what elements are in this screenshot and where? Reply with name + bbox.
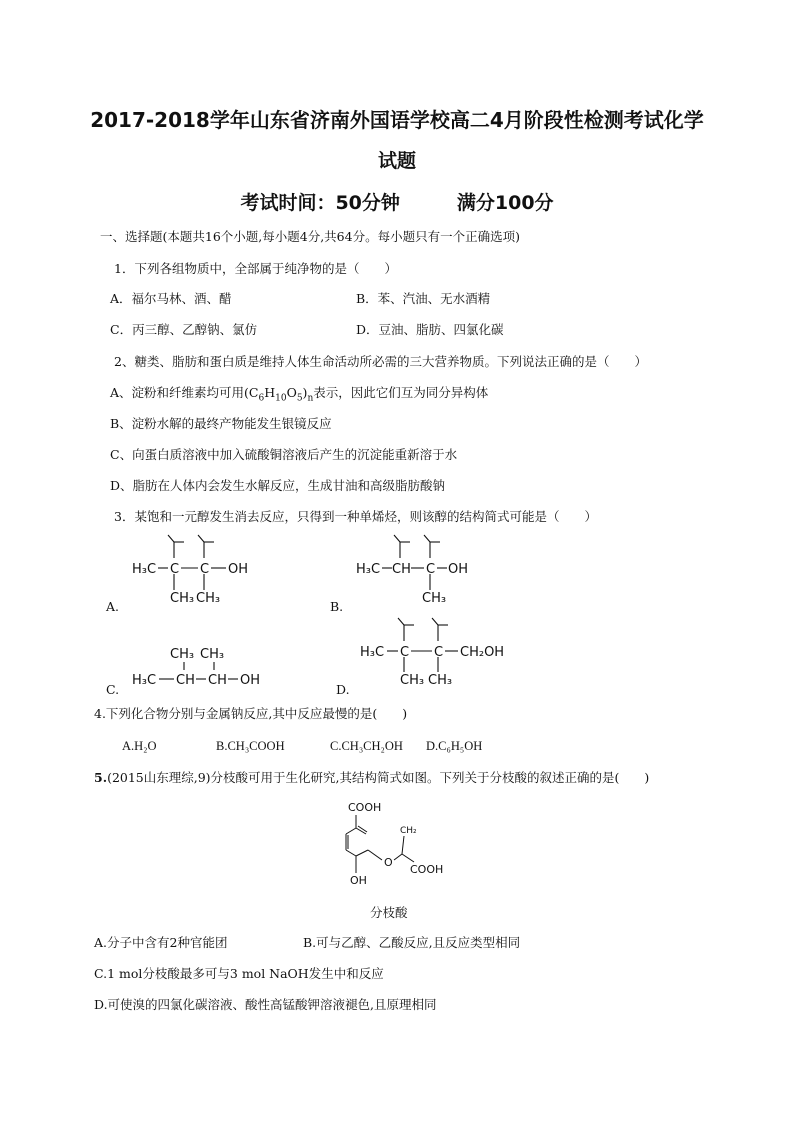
q3-option-a-label: A. <box>106 599 120 614</box>
q4-option-b: B.CH₃COOH <box>216 739 285 753</box>
q5-cooh-top: COOH <box>348 801 382 814</box>
struct-c-ch-2: CH <box>208 673 227 688</box>
struct-a-ch3-bottom: CH₃ <box>170 591 195 606</box>
struct-c-oh: OH <box>240 673 261 688</box>
title-line-2: 试题 <box>377 150 416 172</box>
struct-c-ch3-2: CH₃ <box>200 647 225 662</box>
exam-info: 考试时间：50分钟 满分100分 <box>240 192 554 214</box>
q5-option-b: B.可与乙醇、乙酸反应,且反应类型相同 <box>303 935 521 950</box>
q3-option-c-label: C. <box>106 682 120 697</box>
q5-o: O <box>384 856 393 869</box>
q2-a-sub-1: 6 <box>258 393 265 404</box>
q1-option-a: A．福尔马林、酒、醋 <box>110 291 232 306</box>
struct-d-c2: C <box>434 645 444 660</box>
q1-option-d: D．豆油、脂肪、四氯化碳 <box>356 322 504 337</box>
q2-a-sub-n: n <box>307 393 314 404</box>
struct-b-c: C <box>426 562 436 577</box>
struct-b-h3c: H₃C <box>356 562 381 577</box>
struct-c-h3c: H₃C <box>132 673 157 688</box>
struct-a-oh: OH <box>228 562 249 577</box>
struct-b-oh: OH <box>448 562 469 577</box>
q2-a-prefix: A、淀粉和纤维素均可用(C <box>110 385 259 400</box>
q1-stem: 1．下列各组物质中，全部属于纯净物的是（ ） <box>114 261 397 276</box>
q4-option-a: A.H₂O <box>122 739 157 753</box>
q5-number: 5. <box>94 770 108 785</box>
struct-a-h3c: H₃C <box>132 562 157 577</box>
struct-d-h3c: H₃C <box>360 645 385 660</box>
q5-option-a: A.分子中含有2种官能团 <box>94 935 228 950</box>
q5-caption: 分枝酸 <box>370 905 408 920</box>
struct-a-c2: C <box>200 562 210 577</box>
q3-structure-b <box>352 528 482 610</box>
q5-oh: OH <box>350 874 367 887</box>
struct-d-ch3-bottom-2: CH₃ <box>428 673 453 688</box>
q5-cooh-right: COOH <box>410 863 444 876</box>
q2-a-h: H <box>264 385 276 400</box>
q4-option-c: C.CH₃CH₂OH <box>330 739 403 753</box>
q3-structure-c <box>128 642 268 697</box>
q4-option-d: D.C₆H₅OH <box>426 739 483 753</box>
section-heading: 一、选择题(本题共16个小题,每小题4分,共64分。每小题只有一个正确选项) <box>100 229 520 244</box>
struct-a-ch3-bottom-2: CH₃ <box>196 591 221 606</box>
q5-stem-text: (2015山东理综,9)分枝酸可用于生化研究,其结构简式如图。下列关于分枝酸的叙述正确的是( ) <box>107 770 650 785</box>
struct-d-ch3-bottom: CH₃ <box>400 673 425 688</box>
title-line-1: 2017-2018学年山东省济南外国语学校高二4月阶段性检测考试化学 <box>90 108 704 132</box>
q3-structure-a <box>128 528 258 610</box>
q1-option-b: B．苯、汽油、无水酒精 <box>356 291 491 306</box>
q2-option-c: C、向蛋白质溶液中加入硫酸铜溶液后产生的沉淀能重新溶于水 <box>110 447 458 462</box>
q2-option-d: D、脂肪在人体内会发生水解反应，生成甘油和高级脂肪酸钠 <box>110 478 446 493</box>
q2-a-paren: ) <box>302 385 308 400</box>
q3-option-d-label: D. <box>336 682 350 697</box>
struct-c-ch-1: CH <box>176 673 195 688</box>
struct-b-ch3: CH₃ <box>422 591 447 606</box>
q2-a-sub-2: 10 <box>275 393 287 404</box>
q2-a-o: O <box>286 385 297 400</box>
q5-option-d: D.可使溴的四氯化碳溶液、酸性高锰酸钾溶液褪色,且原理相同 <box>94 997 437 1012</box>
q2-stem: 2、糖类、脂肪和蛋白质是维持人体生命活动所必需的三大营养物质。下列说法正确的是（ ） <box>114 354 647 369</box>
q2-a-sub-3: 5 <box>296 393 303 404</box>
q2-option-a <box>110 385 488 407</box>
q3-option-b-label: B. <box>330 599 344 614</box>
struct-b-ch: CH <box>392 562 411 577</box>
q3-stem: 3．某饱和一元醇发生消去反应，只得到一种单烯烃，则该醇的结构简式可能是（ ） <box>114 509 597 524</box>
q2-a-suffix: 表示，因此它们互为同分异构体 <box>313 385 489 400</box>
q5-structure <box>326 798 466 890</box>
struct-d-ch2oh: CH₂OH <box>460 645 505 660</box>
struct-d-c1: C <box>400 645 410 660</box>
q1-option-c: C．丙三醇、乙醇钠、氯仿 <box>110 322 258 337</box>
struct-a-c1: C <box>170 562 180 577</box>
struct-c-ch3-1: CH₃ <box>170 647 195 662</box>
q5-option-c: C.1 mol分枝酸最多可与3 mol NaOH发生中和反应 <box>94 966 384 981</box>
q3-structure-d <box>356 614 516 696</box>
q5-ch2: CH₂ <box>400 826 417 836</box>
q4-stem: 4.下列化合物分别与金属钠反应,其中反应最慢的是( ) <box>94 706 408 721</box>
q5-stem <box>94 770 649 786</box>
q2-option-b: B、淀粉水解的最终产物能发生银镜反应 <box>110 416 332 431</box>
